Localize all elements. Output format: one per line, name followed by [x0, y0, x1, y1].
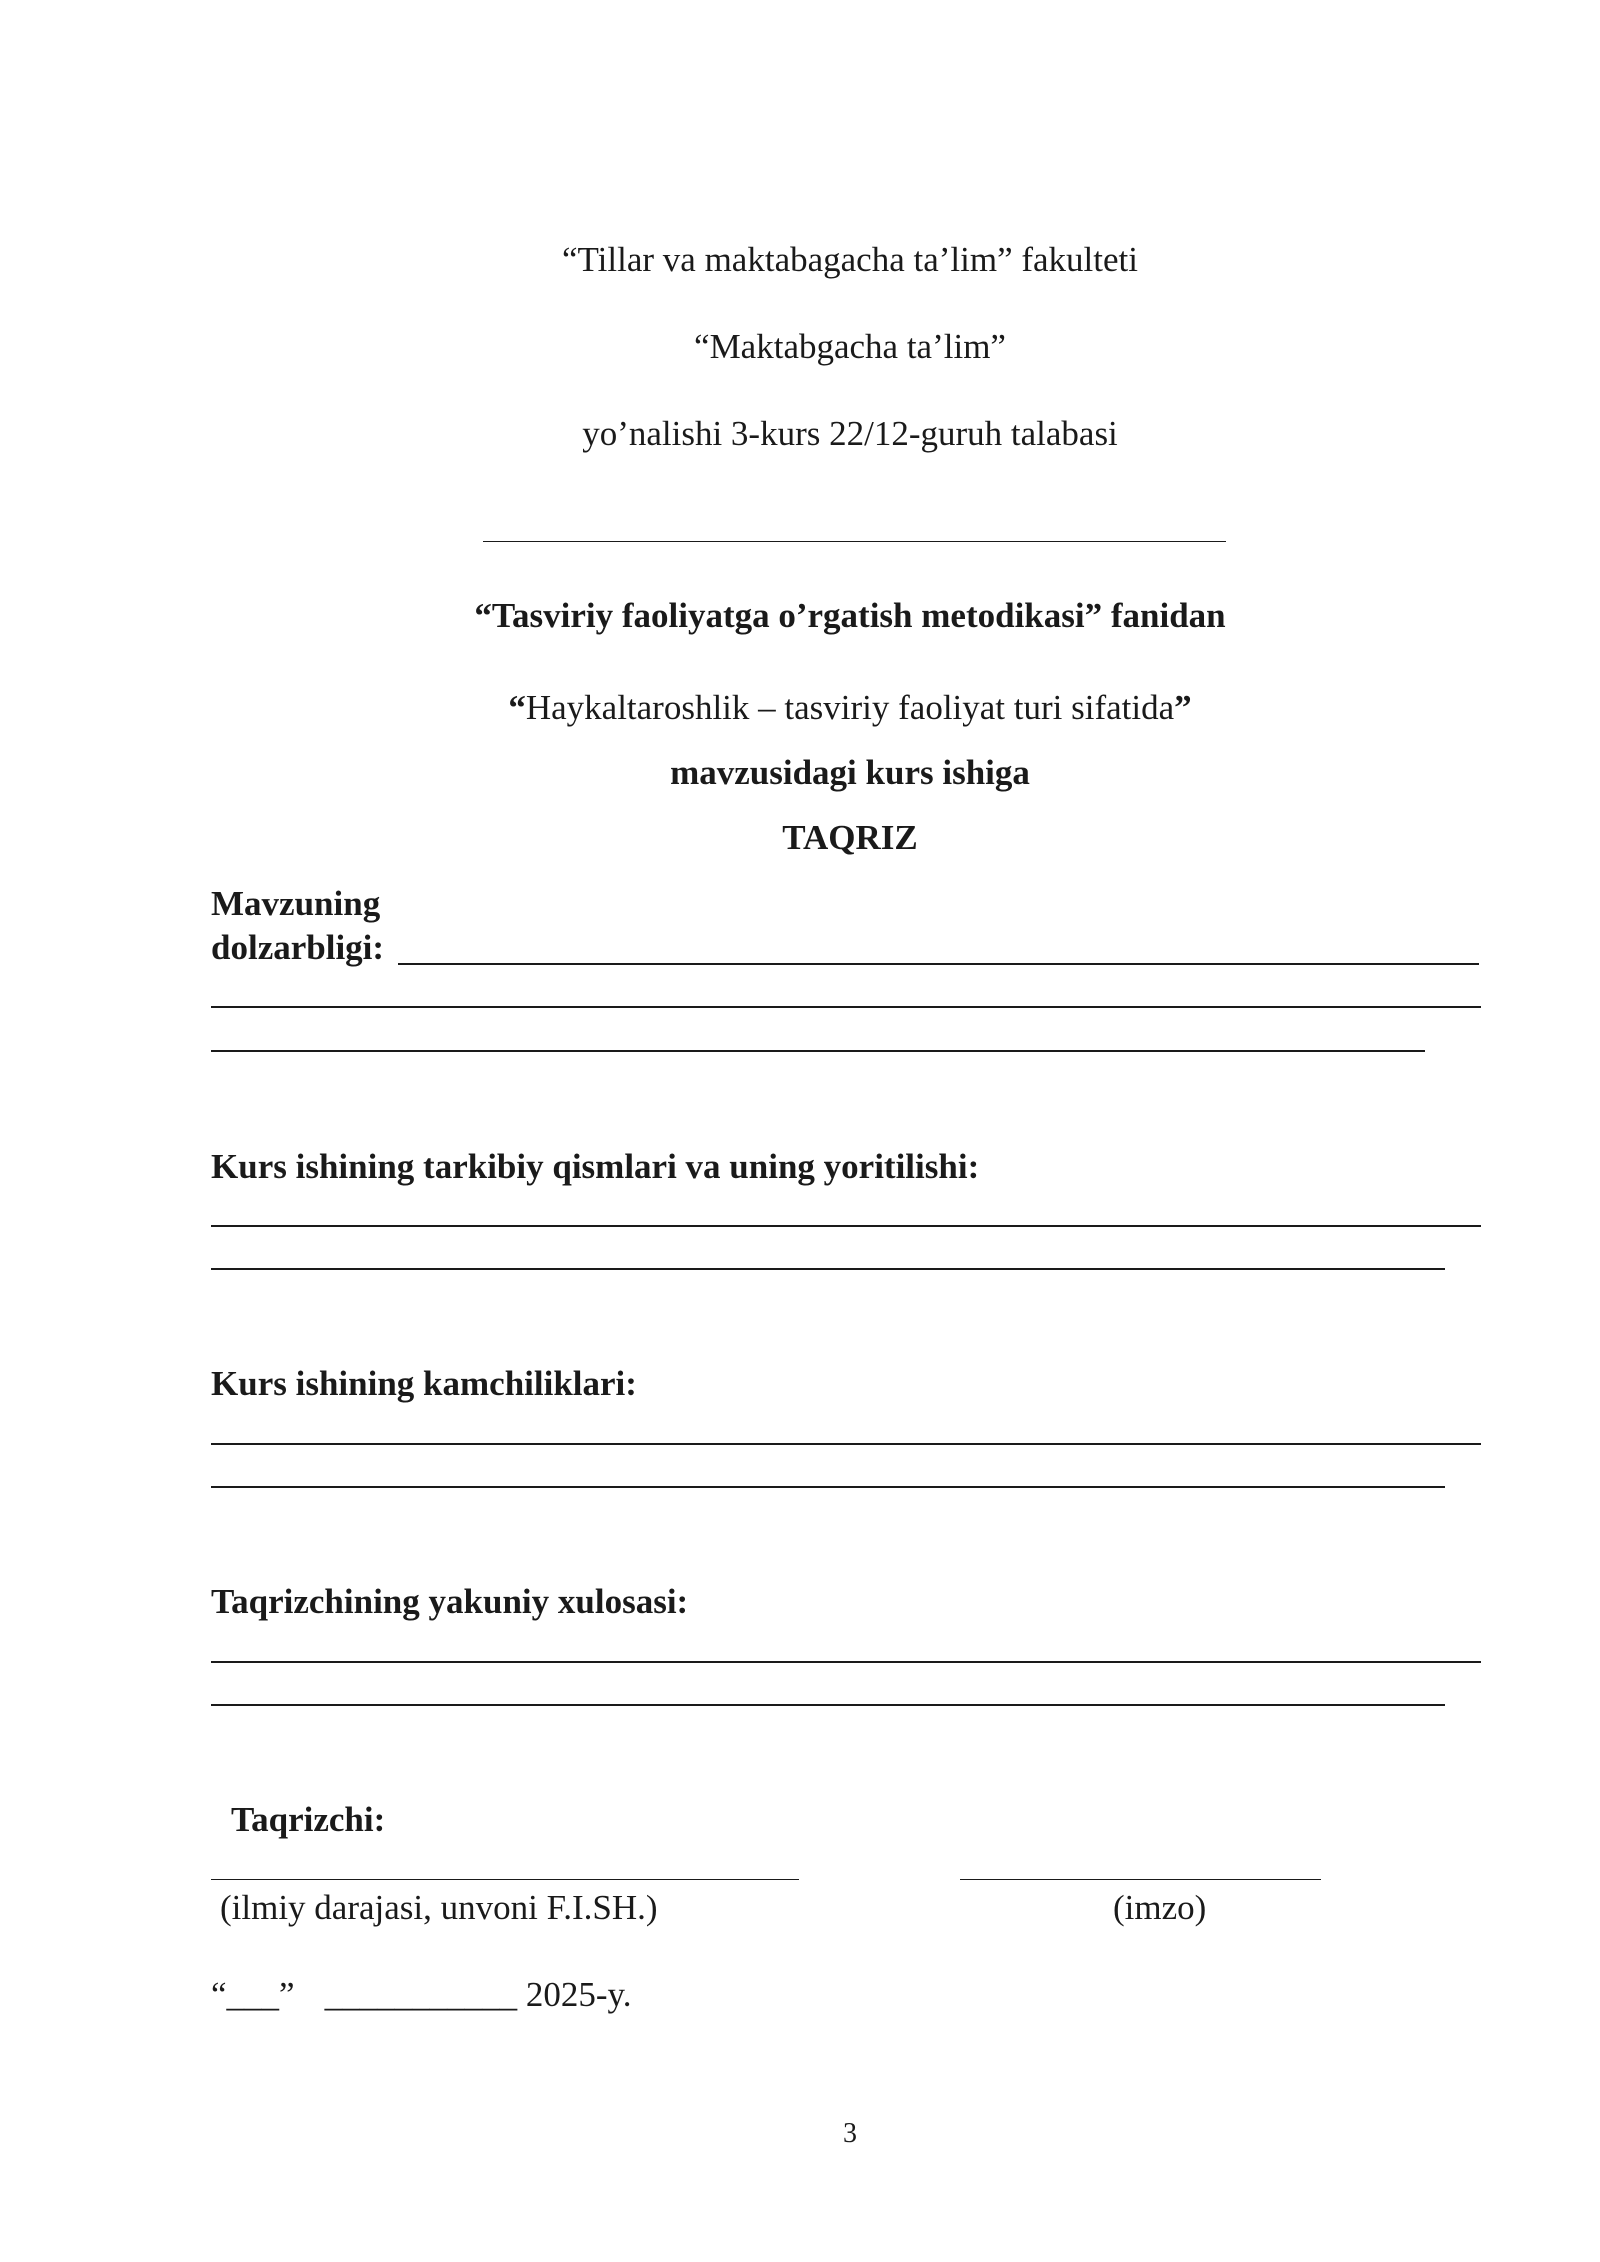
faculty-line: “Tillar va maktabagacha ta’lim” fakulteti — [562, 240, 1138, 279]
date-day-open-quote: “ — [211, 1975, 227, 2014]
page-number: 3 — [843, 2118, 857, 2149]
subject-open-quote: “ — [474, 596, 492, 635]
signature-caption: (imzo) — [1113, 1888, 1207, 1927]
topic-close-quote: ” — [1174, 688, 1192, 727]
reviewer-name-caption: (ilmiy darajasi, unvoni F.I.SH.) — [220, 1888, 658, 1927]
relevance-label-line1: Mavzuning — [211, 884, 381, 923]
conclusion-blank-2 — [211, 1704, 1445, 1706]
topic-title: Haykaltaroshlik – tasviriy faoliyat turi sifatida — [525, 688, 1175, 727]
date-month-blank: ___________ — [324, 1975, 518, 2014]
conclusion-blank-1 — [211, 1661, 1481, 1663]
relevance-blank-2 — [211, 1006, 1481, 1008]
topic-open-quote: “ — [508, 688, 526, 727]
components-blank-1 — [211, 1225, 1481, 1227]
date-day-close-quote: ” — [279, 1975, 295, 2014]
topic-line — [0, 688, 1600, 728]
student-line: yo’nalishi 3-kurs 22/12-guruh talabasi — [582, 414, 1118, 453]
subject-name: Tasviriy faoliyatga o’rgatish metodikasi — [491, 596, 1085, 635]
shortcomings-blank-1 — [211, 1443, 1481, 1445]
student-name-blank — [483, 541, 1226, 542]
components-blank-2 — [211, 1268, 1445, 1270]
course-work-line: mavzusidagi kurs ishiga — [670, 753, 1030, 792]
reviewer-label: Taqrizchi: — [231, 1800, 386, 1839]
components-label: Kurs ishining tarkibiy qismlari va uning yoritilishi: — [211, 1147, 980, 1186]
program-line: “Maktabgacha ta’lim” — [694, 327, 1006, 366]
subject-suffix: ” fanidan — [1084, 596, 1226, 635]
relevance-blank-3 — [211, 1050, 1425, 1052]
conclusion-label: Taqrizchining yakuniy xulosasi: — [211, 1582, 689, 1621]
date-day-blank: ___ — [226, 1975, 280, 2014]
date-line — [211, 1975, 631, 2015]
date-year: 2025-y. — [525, 1975, 632, 2014]
signature-blank — [960, 1879, 1321, 1880]
subject-line — [0, 596, 1600, 636]
reviewer-name-blank — [211, 1879, 799, 1880]
shortcomings-blank-2 — [211, 1486, 1445, 1488]
relevance-blank-1 — [398, 963, 1479, 965]
relevance-label-line2: dolzarbligi: — [211, 928, 385, 967]
document-title: TAQRIZ — [782, 818, 918, 857]
shortcomings-label: Kurs ishining kamchiliklari: — [211, 1364, 637, 1403]
